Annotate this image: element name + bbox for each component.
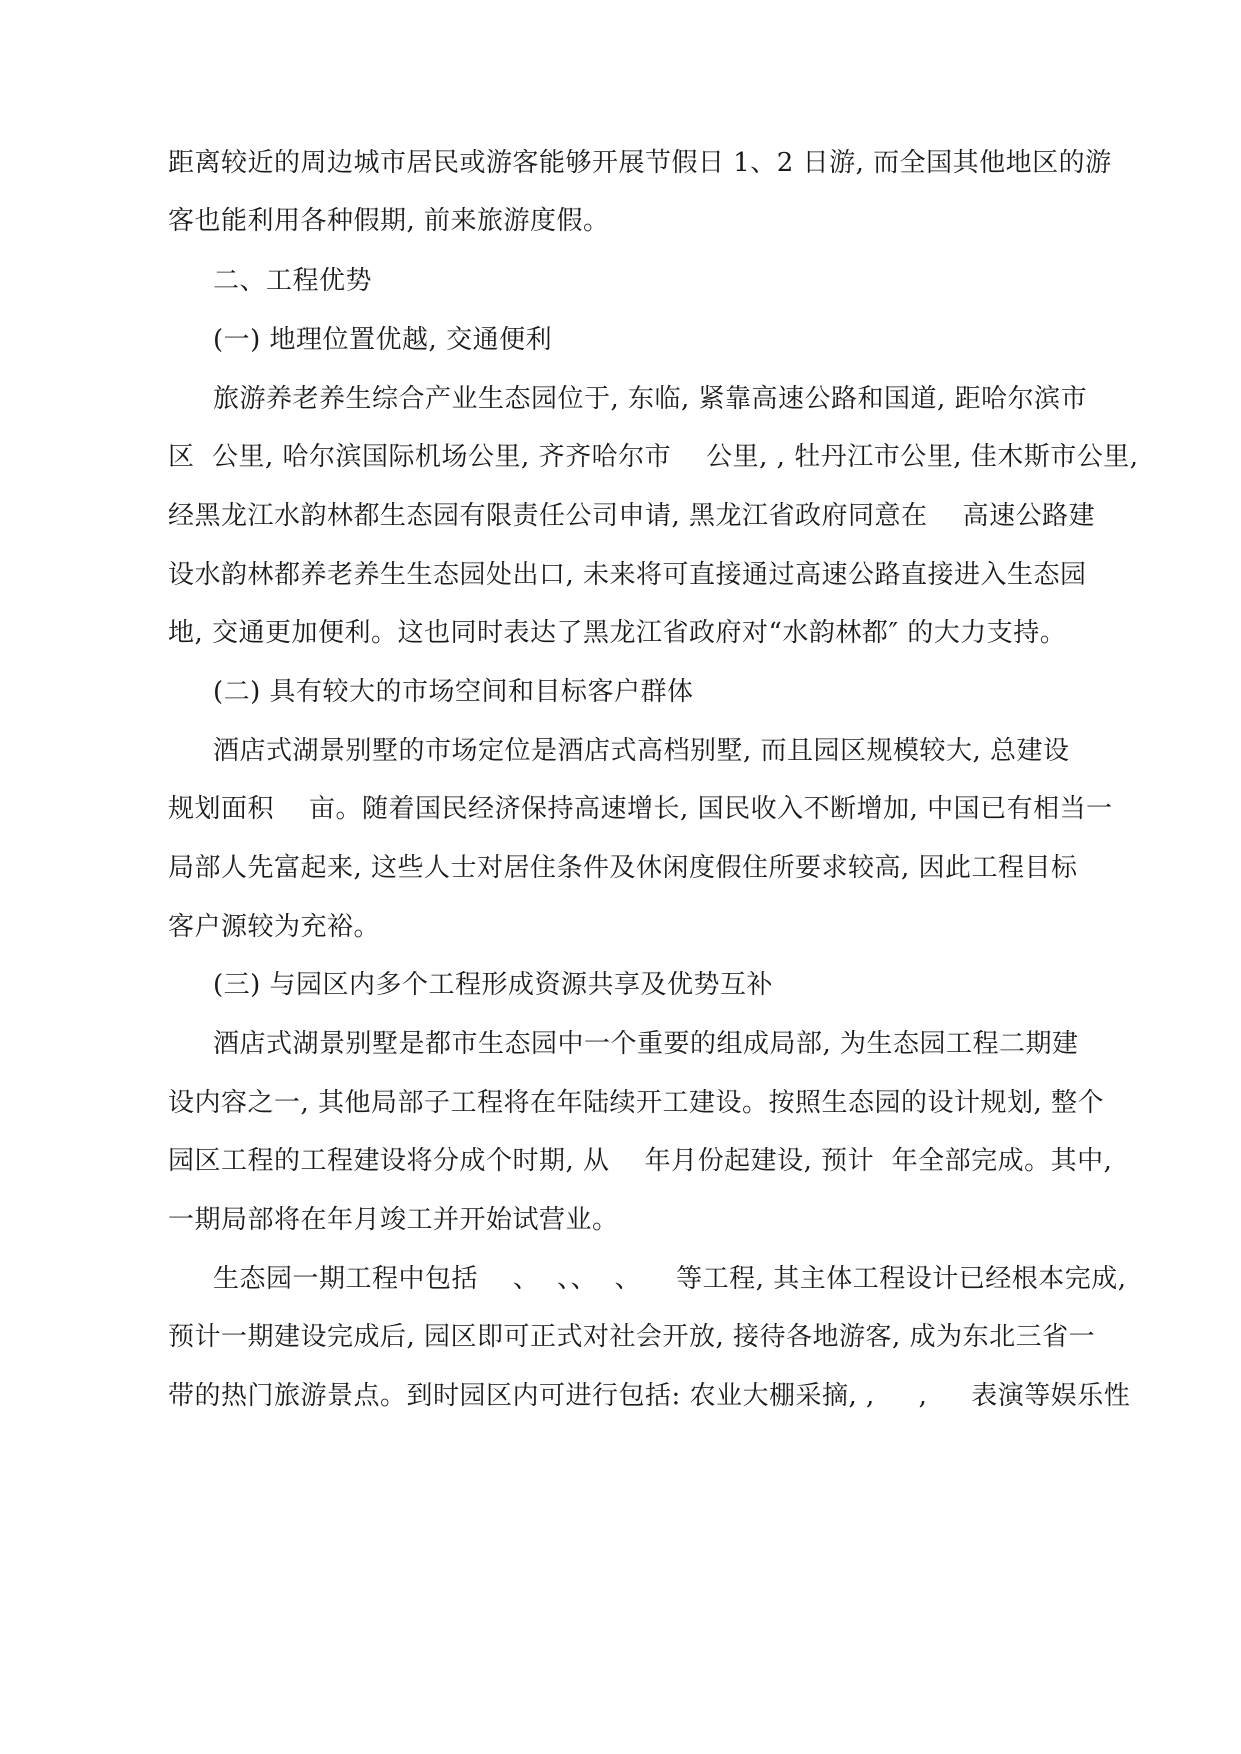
text-line: 设水韵林都养老养生生态园处出口, 未来将可直接通过高速公路直接进入生态园 xyxy=(168,560,1087,590)
text-line: 一期局部将在年月竣工并开始试营业。 xyxy=(168,1205,619,1235)
text-line: 局部人先富起来, 这些人士对居住条件及休闲度假住所要求较高, 因此工程目标 xyxy=(168,853,1078,883)
text-line: 经黑龙江水韵林都生态园有限责任公司申请, 黑龙江省政府同意在 高速公路建 xyxy=(168,501,1096,531)
section-heading: 二、工程优势 xyxy=(213,266,373,296)
text-line: 客户源较为充裕。 xyxy=(168,912,381,942)
subsection-heading: (三) 与园区内多个工程形成资源共享及优势互补 xyxy=(213,970,774,1000)
text-line: 距离较近的周边城市居民或游客能够开展节假日 1、2 日游, 而全国其他地区的游 xyxy=(168,148,1112,178)
text-line: 酒店式湖景别墅是都市生态园中一个重要的组成局部, 为生态园工程二期建 xyxy=(213,1029,1079,1059)
text-line: 预计一期建设完成后, 园区即可正式对社会开放, 接待各地游客, 成为东北三省一 xyxy=(168,1322,1096,1352)
subsection-heading: (二) 具有较大的市场空间和目标客户群体 xyxy=(213,677,694,707)
text-line: 客也能利用各种假期, 前来旅游度假。 xyxy=(168,206,610,236)
subsection-heading: (一) 地理位置优越, 交通便利 xyxy=(213,325,553,355)
text-line: 设内容之一, 其他局部子工程将在年陆续开工建设。按照生态园的设计规划, 整个 xyxy=(168,1088,1105,1118)
text-line: 带的热门旅游景点。到时园区内可进行包括: 农业大棚采摘, , , 表演等娱乐性 xyxy=(168,1381,1131,1411)
text-line: 酒店式湖景别墅的市场定位是酒店式高档别墅, 而且园区规模较大, 总建设 xyxy=(213,736,1070,766)
text-line: 规划面积 亩。随着国民经济保持高速增长, 国民收入不断增加, 中国已有相当一 xyxy=(168,794,1113,824)
text-line: 旅游养老养生综合产业生态园位于, 东临, 紧靠高速公路和国道, 距哈尔滨市 xyxy=(213,384,1088,414)
text-line: 地, 交通更加便利。这也同时表达了黑龙江省政府对“水韵林都″ 的大力支持。 xyxy=(168,618,1067,648)
text-line: 区 公里, 哈尔滨国际机场公里, 齐齐哈尔市 公里, , 牡丹江市公里, 佳木斯市公里, xyxy=(168,442,1139,472)
text-line: 园区工程的工程建设将分成个时期, 从 年月份起建设, 预计 年全部完成。其中, xyxy=(168,1146,1113,1176)
text-line: 生态园一期工程中包括 、 、、 、 等工程, 其主体工程设计已经根本完成, xyxy=(213,1264,1127,1294)
